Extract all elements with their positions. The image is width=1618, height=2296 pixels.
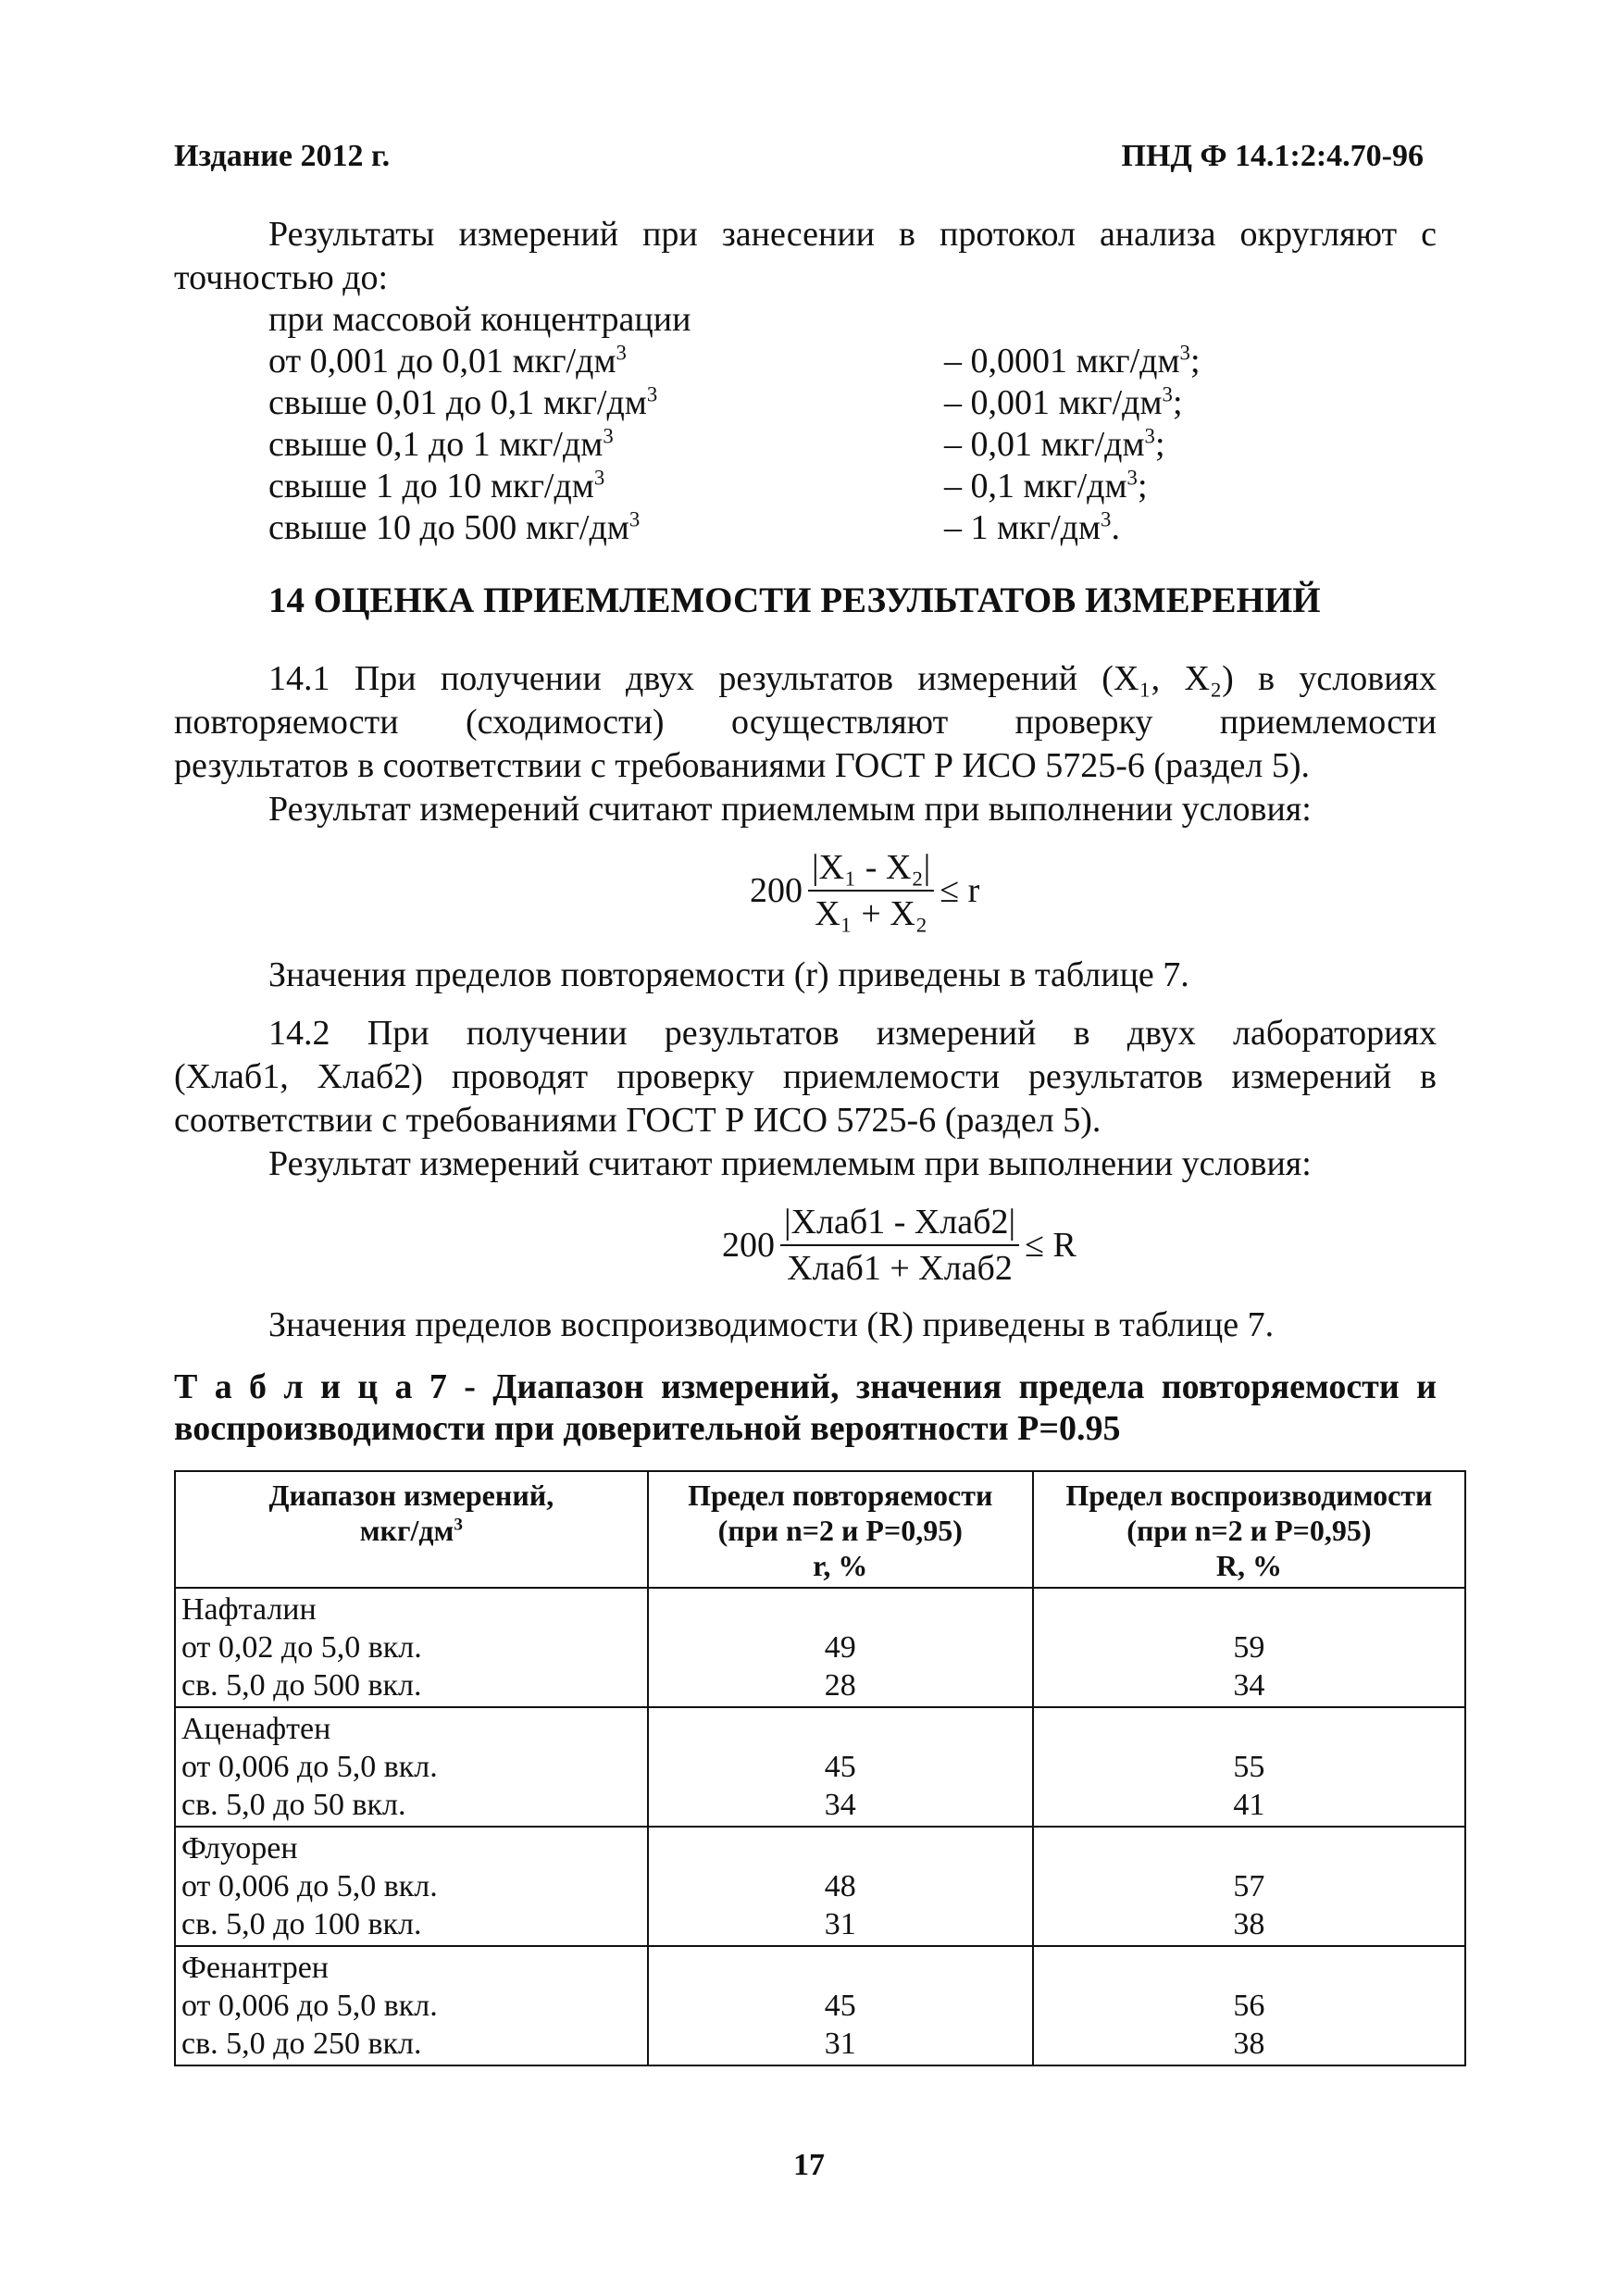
- formula-rhs: ≤ R: [1025, 1226, 1077, 1265]
- formula-fraction: [808, 847, 934, 934]
- reproducibility-cell: 57 38: [1033, 1827, 1465, 1946]
- formula-numerator: |X₁ - X₂|: [808, 847, 934, 892]
- formula-coefficient: 200: [722, 1226, 775, 1265]
- reproducibility-cell: 59 34: [1033, 1588, 1465, 1707]
- rounding-subheading: при массовой концентрации: [268, 300, 691, 339]
- formula-denominator: X₁ + X₂: [815, 894, 928, 933]
- para-14-2-condition: Результат измерений считают приемлемым при выполнении условия:: [268, 1144, 1312, 1183]
- range-cell: Флуорен от 0,006 до 5,0 вкл. св. 5,0 до 100 вкл.: [175, 1827, 648, 1946]
- rounding-range: свыше 10 до 500 мкг/$дм^3$: [268, 507, 641, 547]
- table-caption-line2: воспроизводимости при доверительной вероятности P=0.95: [174, 1409, 1121, 1448]
- section-title: 14 ОЦЕНКА ПРИЕМЛЕМОСТИ РЕЗУЛЬТАТОВ ИЗМЕРЕНИЙ: [268, 580, 1321, 620]
- para-14-1-line2: повторяемости (сходимости) осуществляют проверку приемлемости: [174, 703, 1437, 742]
- header-repeatability: Предел повторяемости (при n=2 и P=0,95) r, %: [648, 1471, 1033, 1588]
- para-14-1-line1: 14.1 При получении двух результатов измерений (X₁, X₂) в условиях: [268, 659, 1437, 698]
- rounding-precision: – 0,0001 мкг/$дм^3$;: [944, 341, 1201, 381]
- header-reproducibility: Предел воспроизводимости (при n=2 и P=0,95) R, %: [1033, 1471, 1465, 1588]
- repeatability-cell: 48 31: [648, 1827, 1033, 1946]
- reproducibility-cell: 55 41: [1033, 1707, 1465, 1827]
- repeatability-cell: 45 31: [648, 1946, 1033, 2065]
- table-row: [175, 1707, 1465, 1827]
- para-14-1-line3: результатов в соответствии с требованиями ГОСТ Р ИСО 5725-6 (раздел 5).: [174, 746, 1311, 785]
- range-cell: Нафталин от 0,02 до 5,0 вкл. св. 5,0 до 500 вкл.: [175, 1588, 648, 1707]
- para-14-2-line1: 14.2 При получении результатов измерений в двух лабораториях: [268, 1014, 1437, 1053]
- table-row: [175, 1946, 1465, 2065]
- rounding-precision: – 1 мкг/$дм^3$.: [944, 507, 1120, 547]
- table-7: [174, 1470, 1466, 2066]
- formula-repeatability: [750, 847, 979, 934]
- table-header-row: [175, 1471, 1465, 1588]
- para-14-2-line2: (Xлаб1, Xлаб2) проводят проверку приемлемости результатов измерений в: [174, 1057, 1437, 1096]
- rounding-range: свыше 1 до 10 мкг/$дм^3$: [268, 466, 605, 505]
- table-caption-line1: Т а б л и ц а 7 - Диапазон измерений, значения предела повторяемости и: [174, 1367, 1437, 1406]
- formula-numerator: |Xлаб1 - Xлаб2|: [780, 1202, 1019, 1246]
- formula-rhs: ≤ r: [940, 871, 980, 910]
- para-14-2-line3: соответствии с требованиями ГОСТ Р ИСО 5725-6 (раздел 5).: [174, 1101, 1101, 1140]
- table-row: [175, 1827, 1465, 1946]
- formula-coefficient: 200: [750, 871, 803, 910]
- note-table-7-reproducibility: Значения пределов воспроизводимости (R) приведены в таблице 7.: [268, 1305, 1275, 1344]
- rounding-precision: – 0,001 мкг/$дм^3$;: [944, 382, 1183, 422]
- rounding-precision: – 0,1 мкг/$дм^3$;: [944, 466, 1148, 505]
- table-row: [175, 1588, 1465, 1707]
- rounding-range: свыше 0,01 до 0,1 мкг/$дм^3$: [268, 382, 658, 422]
- rounding-intro-line1: Результаты измерений при занесении в протокол анализа округляют с: [268, 215, 1437, 254]
- formula-fraction: [780, 1202, 1019, 1289]
- document-code-header: ПНД Ф 14.1:2:4.70-96: [1121, 139, 1424, 173]
- rounding-range: от 0,001 до 0,01 мкг/$дм^3$: [268, 341, 627, 381]
- formula-reproducibility: [722, 1202, 1077, 1289]
- edition-header: Издание 2012 г.: [174, 139, 391, 173]
- rounding-intro-line2: точностью до:: [174, 258, 389, 297]
- range-cell: Аценафтен от 0,006 до 5,0 вкл. св. 5,0 до 50 вкл.: [175, 1707, 648, 1827]
- range-cell: Фенантрен от 0,006 до 5,0 вкл. св. 5,0 до 250 вкл.: [175, 1946, 648, 2065]
- repeatability-cell: 49 28: [648, 1588, 1033, 1707]
- rounding-range: свыше 0,1 до 1 мкг/$дм^3$: [268, 424, 614, 464]
- header-range: Диапазон измерений, мкг/$дм^3$: [175, 1471, 648, 1588]
- note-table-7-repeatability: Значения пределов повторяемости (r) приведены в таблице 7.: [268, 955, 1189, 994]
- rounding-precision: – 0,01 мкг/$дм^3$;: [944, 424, 1165, 464]
- reproducibility-cell: 56 38: [1033, 1946, 1465, 2065]
- repeatability-cell: 45 34: [648, 1707, 1033, 1827]
- para-14-1-condition: Результат измерений считают приемлемым при выполнении условия:: [268, 790, 1312, 829]
- formula-denominator: Xлаб1 + Xлаб2: [787, 1249, 1013, 1288]
- page-number: 17: [793, 2148, 825, 2182]
